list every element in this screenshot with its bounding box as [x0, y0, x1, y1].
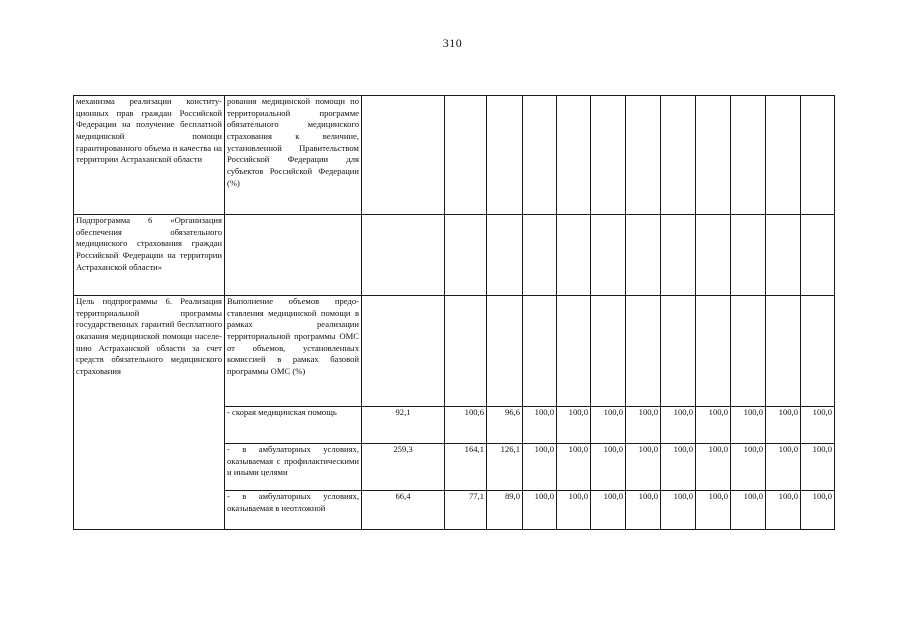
- table-row: [74, 96, 835, 215]
- empty-cell: [766, 215, 801, 296]
- empty-cell: [445, 296, 487, 407]
- value-cell: 100,0: [557, 491, 591, 530]
- empty-cell: [626, 96, 661, 215]
- empty-cell: [626, 215, 661, 296]
- value-cell: 164,1: [445, 444, 487, 491]
- empty-cell: [731, 215, 766, 296]
- empty-cell: [362, 296, 445, 407]
- value-cell: 100,0: [557, 407, 591, 444]
- empty-cell: [557, 96, 591, 215]
- value-cell: 100,0: [591, 444, 626, 491]
- empty-cell: [487, 96, 523, 215]
- subprogram-cell: Подпрограмма 6 «Организация обеспечения обязательного медицинского страхования граждан Российской Федерации на территории Астраханской области»: [74, 215, 225, 296]
- page-number: 310: [442, 36, 463, 50]
- empty-cell: [766, 96, 801, 215]
- value-cell: 100,0: [523, 407, 557, 444]
- value-cell: 100,0: [661, 444, 696, 491]
- empty-cell: [523, 96, 557, 215]
- table-row: [74, 215, 835, 296]
- value-cell: 100,0: [766, 444, 801, 491]
- value-cell: 100,0: [523, 444, 557, 491]
- empty-cell: [487, 296, 523, 407]
- value-cell: 89,0: [487, 491, 523, 530]
- value-cell: 100,0: [731, 444, 766, 491]
- indicator-cell: - в амбулаторных условиях, оказываемая в неотложной: [225, 491, 362, 530]
- value-cell: 100,0: [696, 407, 731, 444]
- value-cell: 259,3: [362, 444, 445, 491]
- empty-cell: [731, 296, 766, 407]
- empty-cell: [523, 296, 557, 407]
- value-cell: 96,6: [487, 407, 523, 444]
- empty-cell: [445, 96, 487, 215]
- empty-cell: [801, 296, 835, 407]
- goal-cell: Цель подпрограммы 6. Реализация территориальной программы государственных гарантий бесплатного оказания медицинской помощи населению Астраханской области за счет средств обязательного медицинского страхования: [74, 296, 225, 530]
- value-cell: 100,0: [731, 491, 766, 530]
- task-cell: механизма реализации конституционных прав граждан Российской Федерации на получение бесплатной медицинской помощи гарантированного объема и качества на территории Астраханской области: [74, 96, 225, 215]
- empty-cell: [557, 215, 591, 296]
- value-cell: 126,1: [487, 444, 523, 491]
- value-cell: 100,0: [766, 491, 801, 530]
- empty-cell: [696, 296, 731, 407]
- indicator-cell: Выполнение объемов предоставления медицинской помощи в рамках реализации территориальной программы ОМС от объемов, установленных комиссией в рамках базовой программы ОМС (%): [225, 296, 362, 407]
- table-row: [74, 296, 835, 407]
- empty-cell: [661, 96, 696, 215]
- value-cell: 100,0: [591, 407, 626, 444]
- value-cell: 100,0: [801, 407, 835, 444]
- empty-cell: [557, 296, 591, 407]
- empty-cell: [766, 296, 801, 407]
- indicator-cell: рования медицинской помощи по территориальной программе обязательного медицинского страхования к величине, установленной Правительством Российской Федерации для субъектов Российской Федерации (%): [225, 96, 362, 215]
- empty-cell: [487, 215, 523, 296]
- indicator-cell: - в амбулаторных условиях, оказываемая с профилактическими и иными целями: [225, 444, 362, 491]
- value-cell: 100,0: [557, 444, 591, 491]
- empty-cell: [731, 96, 766, 215]
- value-cell: 100,0: [696, 491, 731, 530]
- empty-cell: [523, 215, 557, 296]
- empty-cell: [591, 215, 626, 296]
- value-cell: 100,0: [591, 491, 626, 530]
- value-cell: 77,1: [445, 491, 487, 530]
- indicator-table: [73, 95, 835, 530]
- empty-cell: [801, 96, 835, 215]
- empty-cell: [362, 96, 445, 215]
- indicator-cell: - скорая медицинская помощь: [225, 407, 362, 444]
- value-cell: 66,4: [362, 491, 445, 530]
- empty-cell: [445, 215, 487, 296]
- value-cell: 100,0: [626, 444, 661, 491]
- empty-cell: [801, 215, 835, 296]
- indicator-cell: [225, 215, 362, 296]
- value-cell: 100,0: [626, 407, 661, 444]
- value-cell: 100,0: [801, 491, 835, 530]
- value-cell: 100,0: [523, 491, 557, 530]
- empty-cell: [696, 215, 731, 296]
- value-cell: 100,0: [661, 407, 696, 444]
- value-cell: 92,1: [362, 407, 445, 444]
- empty-cell: [696, 96, 731, 215]
- value-cell: 100,0: [626, 491, 661, 530]
- empty-cell: [661, 215, 696, 296]
- empty-cell: [661, 296, 696, 407]
- empty-cell: [626, 296, 661, 407]
- value-cell: 100,0: [661, 491, 696, 530]
- value-cell: 100,0: [766, 407, 801, 444]
- empty-cell: [591, 96, 626, 215]
- value-cell: 100,0: [801, 444, 835, 491]
- value-cell: 100,6: [445, 407, 487, 444]
- empty-cell: [362, 215, 445, 296]
- value-cell: 100,0: [731, 407, 766, 444]
- empty-cell: [591, 296, 626, 407]
- value-cell: 100,0: [696, 444, 731, 491]
